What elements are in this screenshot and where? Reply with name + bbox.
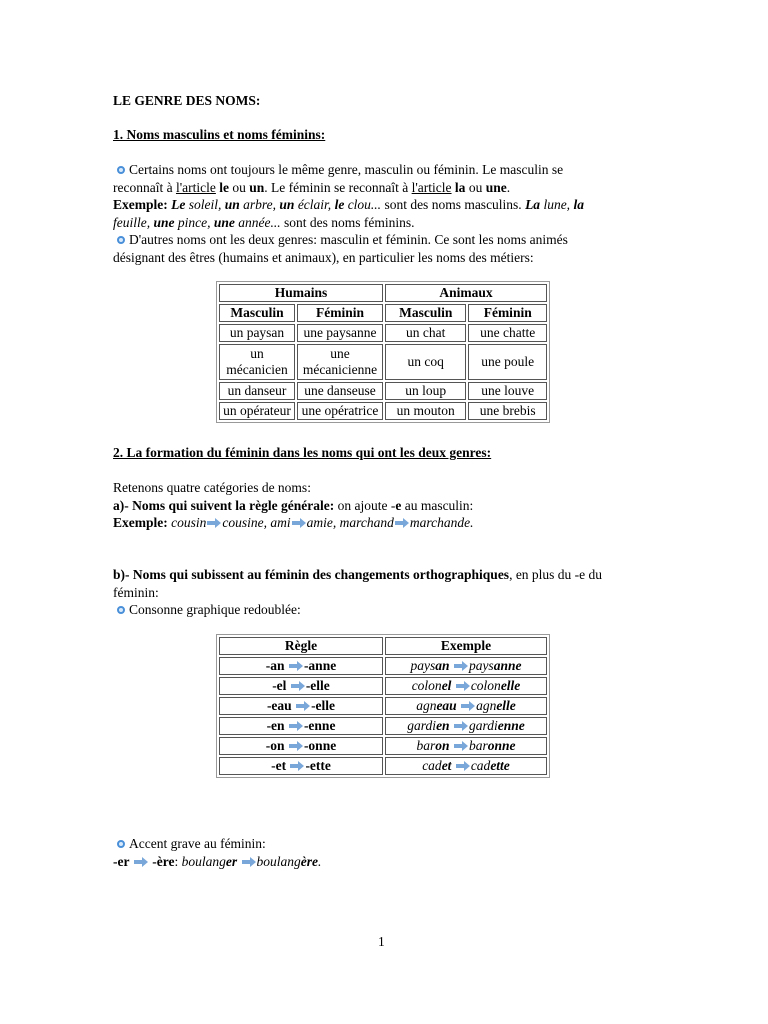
arrow-right-icon <box>291 681 305 691</box>
section3-accent: Accent grave au féminin: -er -ère: boulanger boulangère. <box>113 836 322 869</box>
arrow-right-icon <box>456 681 470 691</box>
section2-intro: Retenons quatre catégories de noms: a)- Noms qui suivent la règle générale: on ajoute -e au masculin: Exemple: cousin cousine, ami amie, marchand marchande. <box>113 480 474 530</box>
arrow-right-icon <box>134 857 148 867</box>
table-row: -et -ette cadet cadette <box>219 757 547 775</box>
table-header: Masculin <box>219 304 295 322</box>
bullet-icon <box>117 236 125 244</box>
arrow-right-icon <box>296 701 310 711</box>
table-row: un opérateur une opératrice un mouton une brebis <box>219 402 547 420</box>
bullet-icon <box>117 166 125 174</box>
arrow-right-icon <box>289 721 303 731</box>
arrow-right-icon <box>395 518 409 528</box>
arrow-right-icon <box>289 741 303 751</box>
table-row: un danseur une danseuse un loup une louve <box>219 382 547 400</box>
table-row: -an -anne paysan paysanne <box>219 657 547 675</box>
table-row: un mécanicien une mécanicienne un coq une poule <box>219 344 547 380</box>
arrow-right-icon <box>292 518 306 528</box>
section2-heading: 2. La formation du féminin dans les noms qui ont les deux genres: <box>113 445 492 460</box>
table-row: -eau -elle agneau agnelle <box>219 697 547 715</box>
table-group-header: Humains <box>219 284 383 302</box>
arrow-right-icon <box>289 661 303 671</box>
arrow-right-icon <box>454 721 468 731</box>
table-header: Règle <box>219 637 383 655</box>
table-header: Exemple <box>385 637 547 655</box>
arrow-right-icon <box>242 857 256 867</box>
table-group-header: Animaux <box>385 284 547 302</box>
table-regles <box>216 634 550 778</box>
table-header: Féminin <box>468 304 547 322</box>
table-row: un paysan une paysanne un chat une chatte <box>219 324 547 342</box>
section1-heading: 1. Noms masculins et noms féminins: <box>113 127 326 142</box>
arrow-right-icon <box>290 761 304 771</box>
table-header: Féminin <box>297 304 383 322</box>
section2-b: b)- Noms qui subissent au féminin des changements orthographiques, en plus du -e du féminin: Consonne graphique redoublée: <box>113 567 603 617</box>
arrow-right-icon <box>461 701 475 711</box>
table-row: -el -elle colonel colonelle <box>219 677 547 695</box>
table-humains-animaux <box>216 281 550 423</box>
table-row: -en -enne gardien gardienne <box>219 717 547 735</box>
arrow-right-icon <box>454 741 468 751</box>
page-title: LE GENRE DES NOMS: <box>113 93 261 108</box>
bullet-icon <box>117 840 125 848</box>
arrow-right-icon <box>454 661 468 671</box>
arrow-right-icon <box>207 518 221 528</box>
table-row: -on -onne baron baronne <box>219 737 547 755</box>
table-header: Masculin <box>385 304 466 322</box>
bullet-icon <box>117 606 125 614</box>
arrow-right-icon <box>456 761 470 771</box>
page-number: 1 <box>378 934 385 949</box>
section1-paragraph1: Certains noms ont toujours le même genre, masculin ou féminin. Le masculin se reconnaît à l'article le ou un. Le féminin se reconnaît à l'article la ou une. Exemple: Le soleil, un arbre, un éclair, le clou... sont des noms masculins. La lune, la feuille, une pince, une année... sont des noms féminins. D'autres noms ont les deux genres: masculin et féminin. Ce sont les noms animés désignant des êtres (humains et animaux), en particulier les noms des métiers: <box>113 162 584 265</box>
